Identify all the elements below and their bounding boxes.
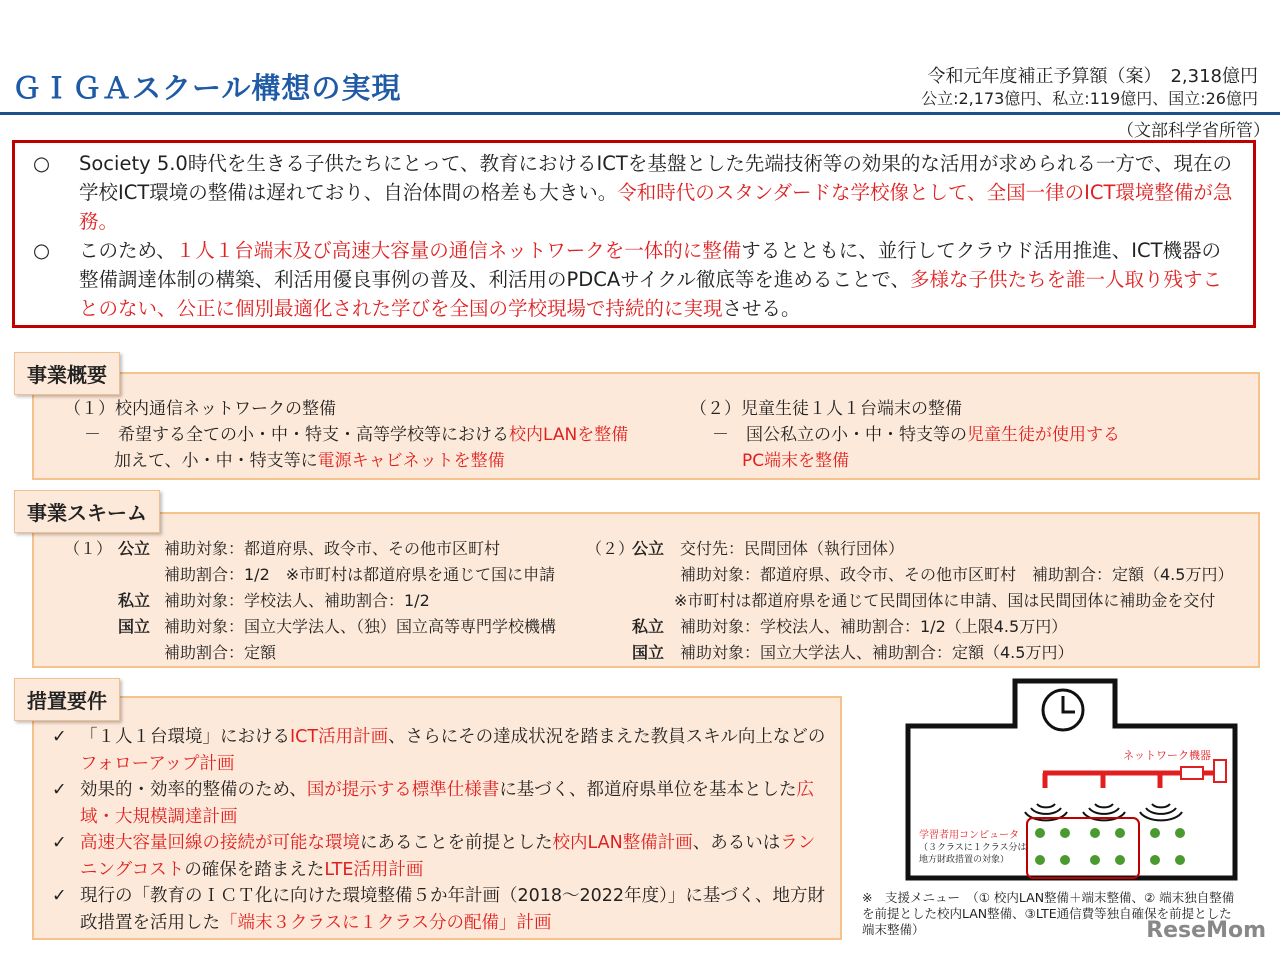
- scheme-1-private-target: 補助対象：学校法人、補助割合：1/2: [164, 591, 430, 610]
- computer-note: （３クラスに１クラス分は地方財政措置の対象）: [919, 843, 1027, 865]
- overview-box: [32, 372, 1260, 480]
- scheme-1-public-ratio: 補助割合：1/2 ※市町村は都道府県を通じて国に申請: [164, 565, 556, 584]
- clock-icon: [1043, 690, 1083, 730]
- scheme-box: [32, 512, 1260, 668]
- scheme-2-private-label: 私立: [632, 617, 665, 636]
- text-segment: させる。: [722, 297, 801, 320]
- check-icon: ✓: [52, 833, 67, 853]
- text-segment: このため、: [79, 239, 176, 262]
- highlighted-text: 高速大容量回線の接続が可能な環境: [80, 833, 360, 853]
- intro-box: [12, 140, 1256, 328]
- scheme-1-private-label: 私立: [118, 591, 151, 610]
- overview-right-title: （２）児童生徒１人１台端末の整備: [690, 399, 962, 419]
- highlighted-text: 児童生徒が使用する: [967, 425, 1120, 445]
- highlighted-text: 広域・大規模調達計画: [80, 780, 814, 827]
- intro-paragraph-2: [33, 236, 1235, 323]
- overview-left-line2: [114, 448, 505, 474]
- scheme-2-national-target: 補助対象：国立大学法人、補助割合：定額（4.5万円）: [680, 643, 1074, 662]
- text-segment: 効果的・効率的整備のため、: [80, 780, 307, 800]
- highlighted-text: 「端末３クラスに１クラス分の配備」計画: [220, 912, 552, 933]
- requirement-item: [52, 724, 826, 777]
- section-heading-overview: 事業概要: [14, 352, 120, 395]
- intro-paragraph-1: [33, 149, 1235, 236]
- text-segment: － 希望する全ての小・中・特支・高等学校等における: [84, 425, 509, 445]
- check-icon: ✓: [52, 886, 67, 906]
- highlighted-text: 令和時代のスタンダードな学校像として、全国一律のICT環境整備が急務。: [79, 181, 1233, 233]
- student-group-highlight: [1027, 818, 1139, 878]
- text-segment: に基づく、都道府県単位を基本とした: [499, 780, 797, 800]
- overview-left-line1: [84, 422, 628, 448]
- rich-text: [79, 239, 1222, 320]
- rich-text: [80, 833, 815, 880]
- school-network-illustration: [905, 678, 1245, 883]
- overview-right-line2: [742, 448, 849, 474]
- network-label: ネットワーク機器: [1123, 749, 1211, 762]
- budget-info: [921, 66, 1258, 110]
- check-icon: ✓: [52, 780, 67, 800]
- budget-breakdown: 公立:2,173億円、私立:119億円、国立:26億円: [921, 89, 1258, 108]
- router-icon: [1181, 767, 1203, 779]
- scheme-2-public-note: ※市町村は都道府県を通じて民間団体に申請、国は民間団体に補助金を交付: [674, 591, 1216, 610]
- highlighted-text: LTE活用計画: [324, 859, 424, 880]
- requirement-item: [52, 883, 826, 936]
- scheme-1-national-label: 国立: [118, 617, 151, 636]
- highlighted-text: 電源キャビネットを整備: [317, 451, 505, 471]
- text-segment: の確保を踏まえた: [184, 859, 325, 880]
- server-icon: [1214, 760, 1226, 782]
- student-icons: [1035, 828, 1185, 865]
- highlighted-text: 校内LAN整備計画: [552, 833, 693, 853]
- scheme-2-public-target: 補助対象：都道府県、政令市、その他市区町村 補助割合：定額（4.5万円）: [680, 565, 1234, 584]
- budget-total: 令和元年度補正予算額（案） 2,318億円: [927, 66, 1258, 87]
- rich-text: [80, 886, 825, 933]
- highlighted-text: 校内LANを整備: [509, 425, 629, 445]
- text-segment: にあることを前提とした: [360, 833, 553, 853]
- rich-text: [80, 780, 814, 827]
- section-heading-scheme: 事業スキーム: [14, 490, 160, 533]
- highlighted-text: １人１台端末及び高速大容量の通信ネットワークを一体的に整備: [175, 239, 742, 262]
- highlighted-text: 多様な子供たちを誰一人取り残すことのない、公正に個別最適化された学びを全国の学校現場で持続的に実現: [79, 268, 1223, 320]
- highlighted-text: フォローアップ計画: [80, 753, 235, 774]
- scheme-1-national-target: 補助対象：国立大学法人、（独）国立高等専門学校機構: [164, 617, 557, 636]
- text-segment: 「１人１台環境」における: [80, 727, 290, 747]
- scheme-1-number: （１）: [64, 539, 113, 558]
- text-segment: 、さらにその達成状況を踏まえた教員スキル向上などの: [388, 727, 826, 747]
- check-icon: ✓: [52, 727, 67, 747]
- section-heading-requirements: 措置要件: [14, 678, 120, 721]
- requirement-item: [52, 777, 826, 830]
- support-menu-note: ※ 支援メニュー （① 校内LAN整備＋端末整備、② 端末独自整備を前提とした校内LAN整備、③LTE通信費等独自確保を前提とした端末整備）: [862, 890, 1235, 937]
- circle-bullet-icon: ○: [33, 239, 51, 262]
- requirement-item: [52, 830, 826, 883]
- text-segment: するとともに、並行してクラウド活用推進、ICT機器の整備調達体制の構築、利活用優良事例の普及、利活用のPDCAサイクル徹底等を進めることで、: [79, 239, 1222, 291]
- scheme-2-public-recipient: 交付先：民間団体（執行団体）: [680, 539, 905, 558]
- overview-left-title: （１）校内通信ネットワークの整備: [64, 399, 336, 419]
- text-segment: Society 5.0時代を生きる子供たちにとって、教育におけるICTを基盤とした先端技術等の効果的な活用が求められる一方で、現在の学校ICT環境の整備は遅れており、自治体間の格差も大きい。: [79, 152, 1232, 204]
- requirements-box: [32, 696, 842, 940]
- ministry-label: （文部科学省所管）: [1117, 121, 1270, 141]
- text-segment: 加えて、小・中・特支等に: [114, 451, 318, 471]
- watermark-logo: ReseMom: [1146, 918, 1266, 943]
- rich-text: [80, 727, 825, 774]
- computer-label: 学習者用コンピュータ: [919, 830, 1019, 841]
- highlighted-text: 国が提示する標準仕様書: [306, 780, 500, 800]
- rich-text: [79, 152, 1232, 233]
- highlighted-text: ランニングコスト: [80, 833, 816, 880]
- circle-bullet-icon: ○: [33, 152, 51, 175]
- scheme-2-national-label: 国立: [632, 643, 665, 662]
- scheme-1-national-ratio: 補助割合：定額: [164, 643, 277, 662]
- highlighted-text: PC端末を整備: [742, 451, 850, 471]
- title-divider: [0, 112, 1280, 115]
- overview-right-line1: [712, 422, 1120, 448]
- highlighted-text: ICT活用計画: [290, 727, 389, 747]
- scheme-1-public-label: 公立: [118, 539, 151, 558]
- text-segment: 現行の「教育のＩＣＴ化に向けた環境整備５か年計画（2018～2022年度）」に基づく、地方財政措置を活用した: [80, 886, 825, 933]
- scheme-2-number: （２）: [586, 539, 635, 558]
- text-segment: － 国公私立の小・中・特支等の: [712, 425, 967, 445]
- page-title: ＧＩＧＡスクール構想の実現: [12, 71, 402, 105]
- text-segment: 、あるいは: [692, 833, 781, 853]
- scheme-2-public-label: 公立: [632, 539, 665, 558]
- scheme-1-public-target: 補助対象：都道府県、政令市、その他市区町村: [164, 539, 501, 558]
- scheme-2-private-target: 補助対象：学校法人、補助割合：1/2（上限4.5万円）: [680, 617, 1068, 636]
